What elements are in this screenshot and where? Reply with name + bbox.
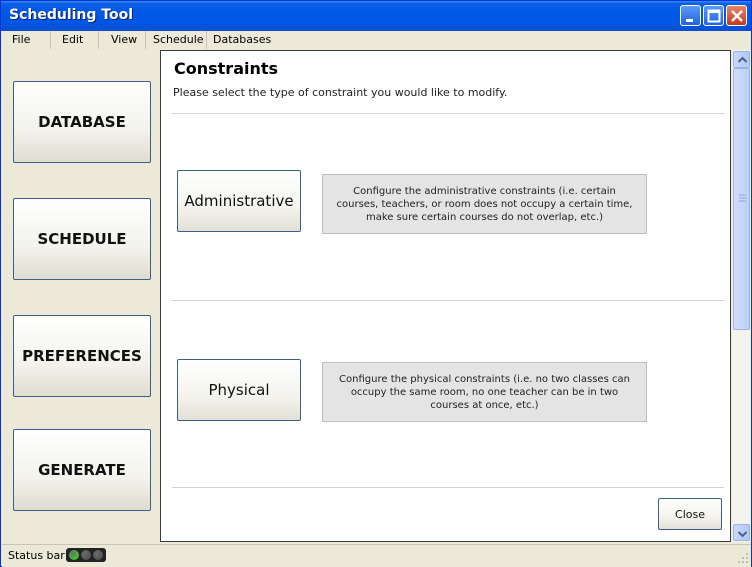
- page-title: Constraints: [174, 59, 279, 78]
- physical-button[interactable]: Physical: [177, 359, 301, 421]
- menu-separator: [206, 31, 207, 49]
- grip-icon: [734, 69, 751, 331]
- database-button[interactable]: DATABASE: [13, 81, 151, 163]
- navigation-panel: [2, 49, 159, 543]
- minimize-icon: [681, 6, 702, 27]
- menu-schedule[interactable]: Schedule: [153, 33, 204, 46]
- minimize-button[interactable]: [680, 5, 701, 26]
- menu-databases[interactable]: Databases: [213, 33, 272, 46]
- scroll-down-button[interactable]: [733, 524, 750, 541]
- status-light: [93, 550, 103, 560]
- menu-separator: [50, 31, 51, 49]
- scroll-thumb[interactable]: [733, 68, 750, 330]
- status-light-green: [69, 550, 79, 560]
- status-text: Status bar: [8, 549, 65, 562]
- close-button[interactable]: Close: [658, 498, 722, 530]
- preferences-button[interactable]: PREFERENCES: [13, 315, 151, 397]
- status-lights-icon: [66, 548, 106, 562]
- menu-file[interactable]: File: [12, 33, 31, 46]
- generate-button[interactable]: GENERATE: [13, 429, 151, 511]
- close-icon: [727, 6, 748, 27]
- divider: [172, 300, 724, 301]
- menu-separator: [98, 31, 99, 49]
- chevron-up-icon: [734, 52, 751, 69]
- vertical-scrollbar[interactable]: [732, 50, 751, 542]
- constraints-panel: [160, 50, 731, 542]
- administrative-button[interactable]: Administrative: [177, 170, 301, 232]
- menu-bar: [2, 31, 751, 49]
- scroll-up-button[interactable]: [733, 51, 750, 68]
- chevron-down-icon: [734, 525, 751, 542]
- close-window-button[interactable]: [726, 5, 747, 26]
- divider: [172, 487, 724, 488]
- window-title: Scheduling Tool: [9, 7, 134, 23]
- instructions-text: Please select the type of constraint you would like to modify.: [173, 86, 508, 99]
- physical-description: Configure the physical constraints (i.e. no two classes can occupy the same room, no one teacher can be in two courses at once, etc.): [322, 362, 647, 422]
- title-bar[interactable]: [1, 1, 751, 31]
- schedule-button[interactable]: SCHEDULE: [13, 198, 151, 280]
- maximize-button[interactable]: [703, 5, 724, 26]
- status-light: [81, 550, 91, 560]
- divider: [172, 113, 724, 114]
- administrative-description: Configure the administrative constraints (i.e. certain courses, teachers, or room does not occupy a certain time, make sure certain courses do not overlap, etc.): [322, 174, 647, 234]
- menu-view[interactable]: View: [111, 33, 138, 46]
- resize-grip-icon[interactable]: [737, 552, 749, 564]
- menu-edit[interactable]: Edit: [62, 33, 84, 46]
- menu-separator: [145, 31, 146, 49]
- maximize-icon: [704, 6, 725, 27]
- status-bar: [2, 544, 751, 567]
